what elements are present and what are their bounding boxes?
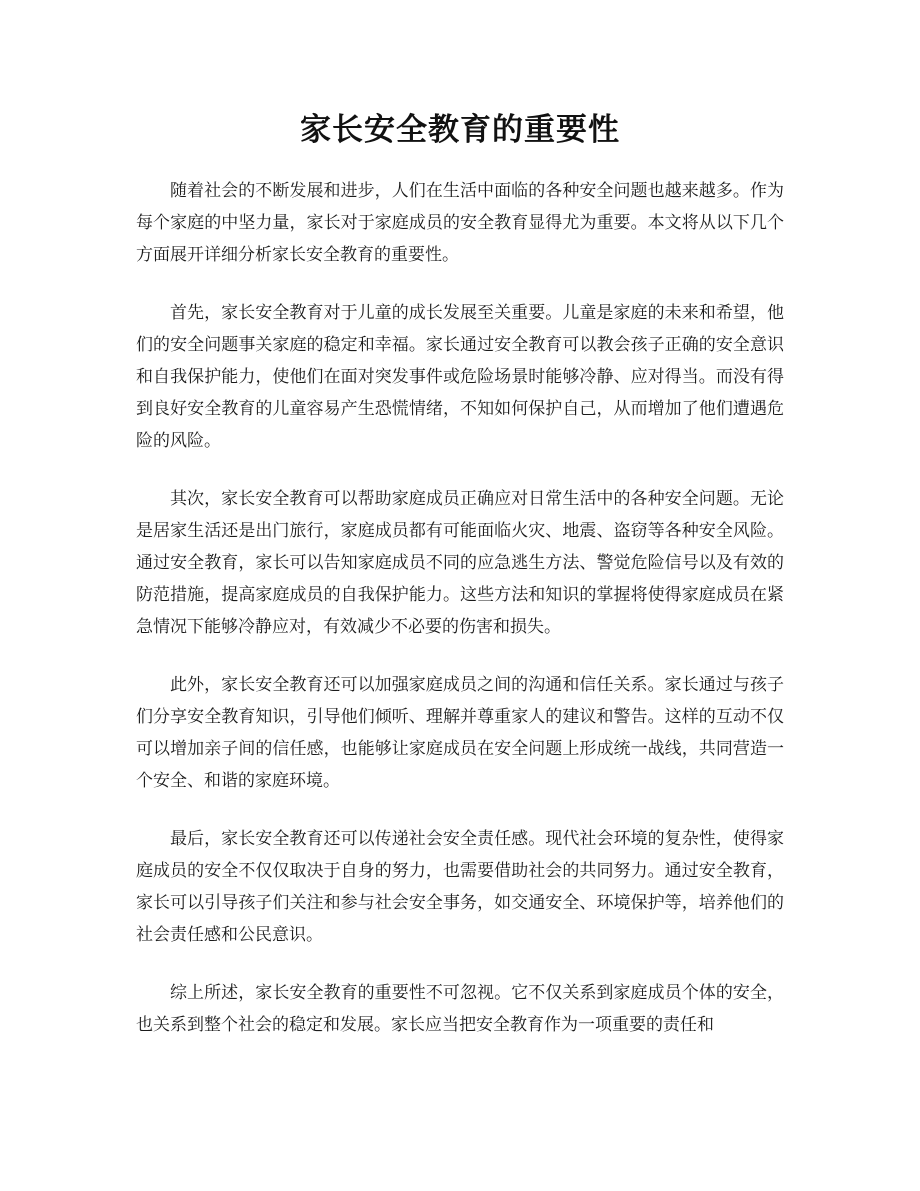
paragraph-intro: 随着社会的不断发展和进步，人们在生活中面临的各种安全问题也越来越多。作为每个家庭的中坚力量，家长对于家庭成员的安全教育显得尤为重要。本文将从以下几个方面展开详细分析家长安全教育的重要性。 [136,181,784,265]
paragraph-second: 其次，家长安全教育可以帮助家庭成员正确应对日常生活中的各种安全问题。无论是居家生活还是出门旅行，家庭成员都有可能面临火灾、地震、盗窃等各种安全风险。通过安全教育，家长可以告知家庭成员不同的应急逃生方法、警觉危险信号以及有效的防范措施，提高家庭成员的自我保护能力。这些方法和知识的掌握将使得家庭成员在紧急情况下能够冷静应对，有效减少不必要的伤害和损失。 [136,489,784,637]
paragraph-fourth: 最后，家长安全教育还可以传递社会安全责任感。现代社会环境的复杂性，使得家庭成员的安全不仅仅取决于自身的努力，也需要借助社会的共同努力。通过安全教育，家长可以引导孩子们关注和参与社会安全事务，如交通安全、环境保护等，培养他们的社会责任感和公民意识。 [136,829,784,945]
paragraph-first: 首先，家长安全教育对于儿童的成长发展至关重要。儿童是家庭的未来和希望，他们的安全问题事关家庭的稳定和幸福。家长通过安全教育可以教会孩子正确的安全意识和自我保护能力，使他们在面对突发事件或危险场景时能够冷静、应对得当。而没有得到良好安全教育的儿童容易产生恐慌情绪，不知如何保护自己，从而增加了他们遭遇危险的风险。 [136,303,784,451]
paragraph-conclusion: 综上所述，家长安全教育的重要性不可忽视。它不仅关系到家庭成员个体的安全，也关系到整个社会的稳定和发展。家长应当把安全教育作为一项重要的责任和 [136,983,784,1035]
document-body [136,175,784,1067]
document-title: 家长安全教育的重要性 [300,112,620,148]
paragraph-third: 此外，家长安全教育还可以加强家庭成员之间的沟通和信任关系。家长通过与孩子们分享安全教育知识，引导他们倾听、理解并尊重家人的建议和警告。这样的互动不仅可以增加亲子间的信任感，也能够让家庭成员在安全问题上形成统一战线，共同营造一个安全、和谐的家庭环境。 [136,675,784,791]
